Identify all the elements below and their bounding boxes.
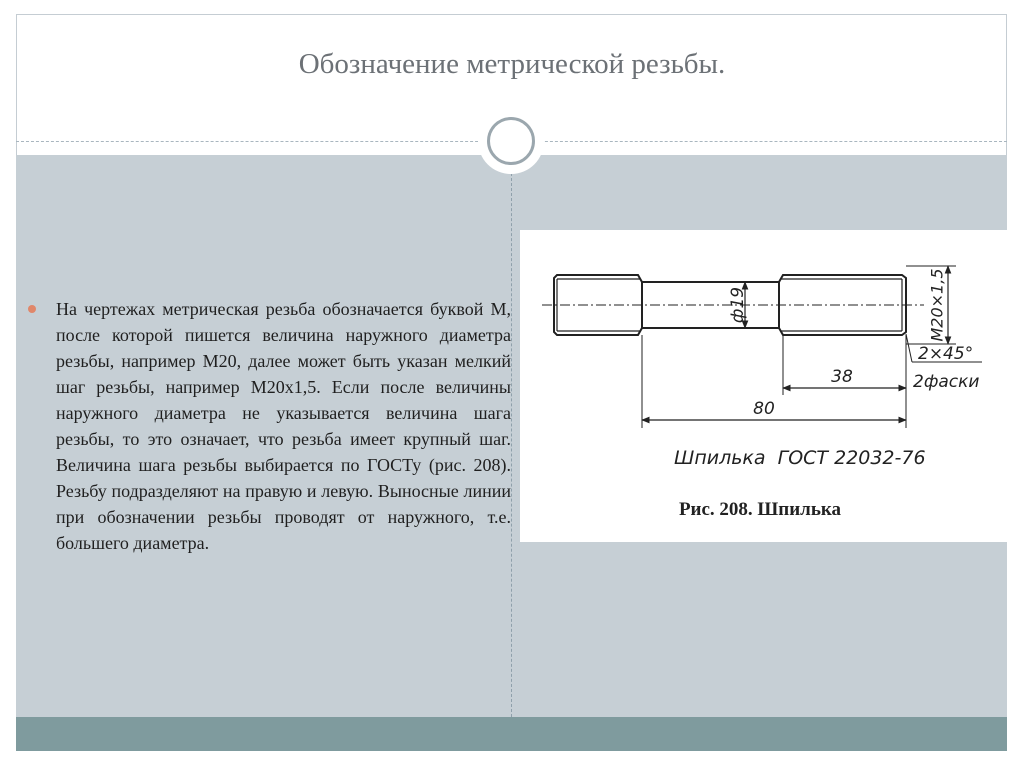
part-label: Шпилька ГОСТ 22032-76 [674,447,926,469]
column-divider [511,168,512,717]
dim-total-length-label: 80 [753,399,775,419]
dim-chamfer-note: 2фаски [913,372,980,392]
ring-icon [487,117,535,165]
dim-thread-label: M20×1,5 [927,268,947,342]
footer-band [16,717,1007,751]
dim-thread-length-label: 38 [831,367,853,387]
dim-chamfer-label: 2×45° [918,344,974,364]
bullet-icon [28,305,36,313]
dim-diameter-label: ф19 [728,286,748,324]
stud-figure [520,230,1009,542]
stud-drawing [520,230,1009,542]
slide-title: Обозначение метрической резьбы. [298,48,726,80]
body-paragraph: На чертежах метрическая резьба обозначается буквой М, после которой пишется величина наружного диаметра резьбы, например М20, далее может быть указан мелкий шаг резьбы, например М20х1,5. Если после величины наружного диаметра не указывается величина шага резьбы, то это означает, что резьба имеет крупный шаг. Величина шага резьбы выбирается по ГОСТу (рис. 208). Резьбу подразделяют на правую и левую. Выносные линии при обозначении резьбы проводят от наружного, т.е. большего диаметра. [56,299,511,553]
figure-caption: Рис. 208. Шпилька [678,499,842,520]
